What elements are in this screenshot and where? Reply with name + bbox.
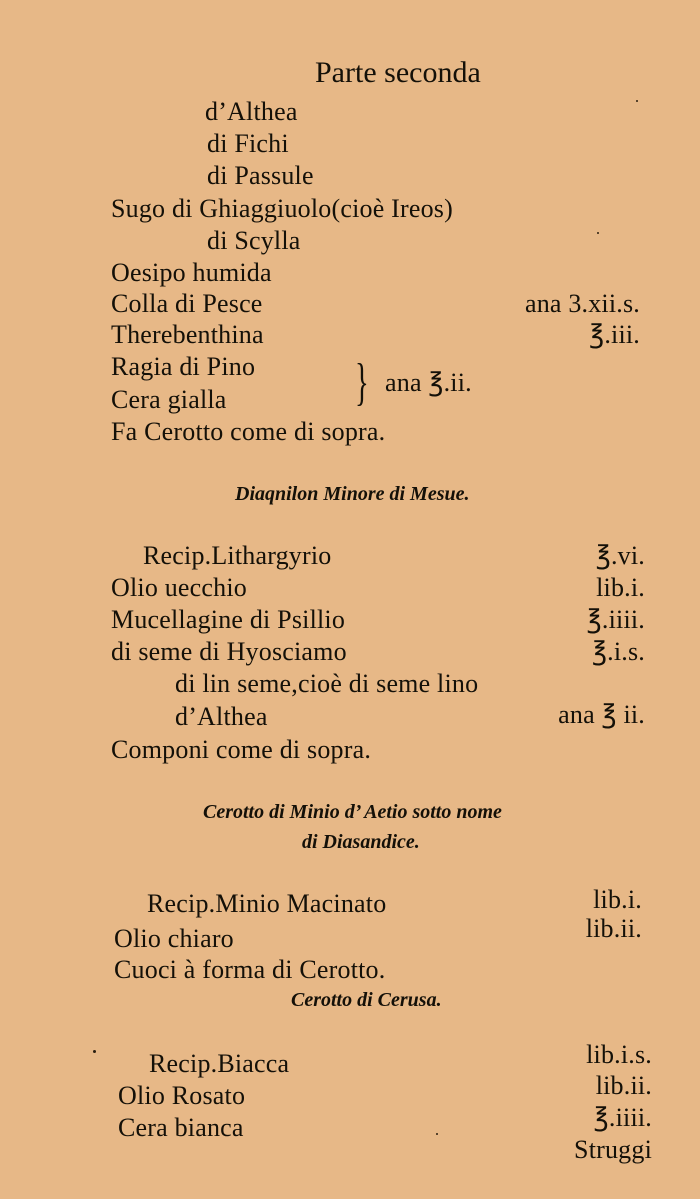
ingredient-line: d’Althea (175, 702, 268, 731)
quantity: lib.i. (593, 885, 642, 914)
quantity: ℥.iiii. (593, 1103, 652, 1132)
catchword: Struggi (574, 1135, 652, 1164)
ingredient-line: Olio chiaro (114, 924, 234, 953)
ingredient-line: Cera bianca (118, 1113, 244, 1142)
quantity: ana 3.xii.s. (524, 289, 640, 318)
instruction-line: Componi come di sopra. (111, 735, 372, 764)
quantity: ana ℥.ii. (385, 368, 472, 397)
ingredient-line: di Passule (207, 161, 314, 190)
instruction-line: Cuoci à forma di Cerotto. (114, 955, 386, 984)
ingredient-line: d’Althea (205, 97, 298, 126)
quantity: ℥.vi. (595, 541, 645, 570)
quantity: lib.i. (596, 573, 645, 602)
ingredient-line: Recip.Minio Macinato (147, 889, 387, 918)
recipe-heading: Cerotto di Minio d’ Aetio sotto nome (203, 801, 502, 823)
ingredient-line: Mucellagine di Psillio (111, 605, 346, 634)
ink-speck (436, 1133, 438, 1135)
ingredient-line: Olio Rosato (118, 1081, 246, 1110)
ingredient-line: Olio uecchio (111, 573, 247, 602)
ink-speck (93, 1050, 96, 1053)
ingredient-line: di seme di Hyosciamo (111, 637, 347, 666)
curly-brace-icon: } (355, 354, 369, 411)
ingredient-line: Recip.Lithargyrio (143, 541, 332, 570)
recipe-heading: Diaqnilon Minore di Mesue. (235, 483, 470, 505)
page-title: Parte seconda (315, 56, 481, 89)
ingredient-line: di lin seme,cioè di seme lino (175, 669, 479, 698)
quantity: ℥.iiii. (586, 605, 645, 634)
ingredient-line: Colla di Pesce (111, 289, 263, 318)
ink-speck (597, 232, 599, 234)
quantity: lib.ii. (585, 914, 642, 943)
ingredient-line: di Fichi (207, 129, 289, 158)
ingredient-line: di Scylla (207, 226, 301, 255)
ingredient-line: Recip.Biacca (149, 1049, 290, 1078)
quantity: ℥.iii. (589, 320, 640, 349)
quantity: ana ℥ ii. (558, 700, 645, 729)
quantity: lib.i.s. (586, 1040, 652, 1069)
quantity: lib.ii. (595, 1071, 652, 1100)
ingredient-line: Cera gialla (111, 385, 227, 414)
ingredient-line: Ragia di Pino (111, 352, 256, 381)
quantity: ℥.i.s. (591, 637, 645, 666)
instruction-line: Fa Cerotto come di sopra. (111, 417, 386, 446)
ingredient-line: Therebenthina (111, 320, 264, 349)
ink-speck (636, 100, 638, 102)
ingredient-line: Sugo di Ghiaggiuolo(cioè Ireos) (111, 194, 453, 223)
recipe-heading: di Diasandice. (302, 831, 420, 853)
recipe-heading: Cerotto di Cerusa. (291, 989, 442, 1011)
ingredient-line: Oesipo humida (111, 258, 272, 287)
